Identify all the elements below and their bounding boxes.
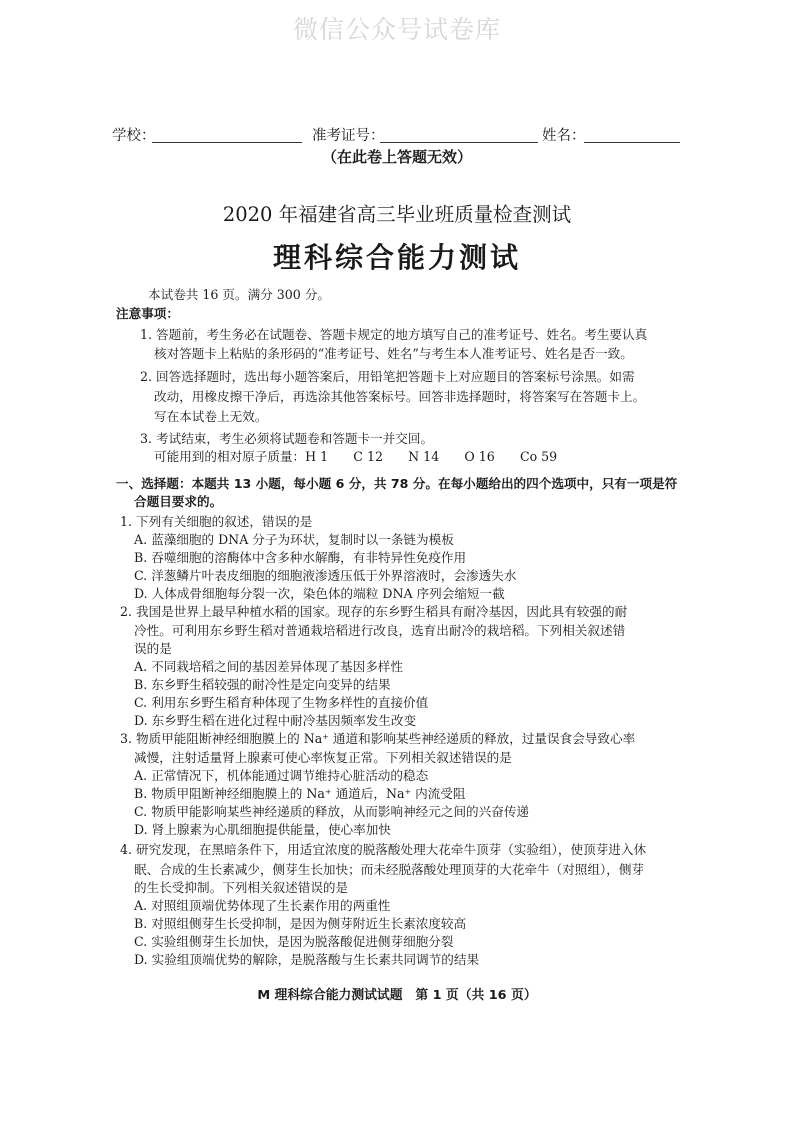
question-2-stem-line-2: 冷性。可利用东乡野生稻对普通栽培稻进行改良，选育出耐冷的栽培稻。下列相关叙述错 — [134, 623, 626, 638]
name-label: 姓名： — [542, 128, 586, 144]
invalid-answer-notice: （在此卷上答题无效） — [321, 148, 472, 166]
note-2-line-3: 写在本试卷上无效。 — [154, 409, 268, 424]
exam-title: 2020 年福建省高三毕业班质量检查测试 — [222, 203, 572, 226]
note-2-line-2: 改动，用橡皮擦干净后，再选涂其他答案标号。回答非选择题时，将答案写在答题卡上。 — [154, 389, 646, 404]
question-2-stem-line-1: 2. 我国是世界上最早种植水稻的国家。现存的东乡野生稻具有耐冷基因，因此具有较强的耐 — [120, 604, 628, 619]
question-4-stem-line-2: 眠、合成的生长素减少，侧芽生长加快；而未经脱落酸处理顶芽的大花牵牛（对照组），侧芽 — [134, 862, 645, 877]
question-2-option-b: B. 东乡野生稻较强的耐冷性是定向变异的结果 — [134, 677, 391, 692]
notes-heading: 注意事项： — [116, 306, 179, 321]
question-3-option-d: D. 肾上腺素为心肌细胞提供能量，使心率加快 — [134, 822, 391, 837]
question-3-option-a: A. 正常情况下，机体能通过调节维持心脏活动的稳态 — [134, 768, 429, 783]
note-1-line-2: 核对答题卡上粘贴的条形码的“准考证号、姓名”与考生本人准考证号、姓名是否一致。 — [154, 346, 633, 361]
question-1-option-d: D. 人体成骨细胞每分裂一次，染色体的端粒 DNA 序列会缩短一截 — [134, 586, 505, 601]
main-title: 理科综合能力测试 — [272, 241, 521, 274]
question-4-option-b: B. 对照组侧芽生长受抑制，是因为侧芽附近生长素浓度较高 — [134, 916, 467, 931]
watermark: 微信公众号试卷库 — [292, 15, 501, 44]
question-1-option-a: A. 蓝藻细胞的 DNA 分子为环状，复制时以一条链为模板 — [134, 532, 454, 547]
ticket-number-blank — [380, 142, 538, 143]
question-1-option-c: C. 洋葱鳞片叶表皮细胞的细胞液渗透压低于外界溶液时，会渗透失水 — [134, 568, 517, 583]
note-3: 3. 考试结束，考生必须将试题卷和答题卡一并交回。 — [140, 431, 434, 446]
page-footer: M 理科综合能力测试试题 第 1 页（共 16 页） — [257, 988, 537, 1003]
school-blank — [152, 142, 302, 143]
question-2-option-a: A. 不同栽培稻之间的基因差异体现了基因多样性 — [134, 659, 403, 674]
section-heading-line-1: 一、选择题：本题共 13 小题，每小题 6 分，共 78 分。在每小题给出的四个选项中，只有一项是符 — [116, 476, 678, 491]
note-1-line-1: 1. 答题前，考生务必在试题卷、答题卡规定的地方填写自己的准考证号、姓名。考生要认真 — [140, 327, 648, 342]
question-1-stem: 1. 下列有关细胞的叙述，错误的是 — [120, 514, 313, 529]
question-4-stem-line-3: 的生长受抑制。下列相关叙述错误的是 — [134, 880, 349, 895]
question-2-option-d: D. 东乡野生稻在进化过程中耐冷基因频率发生改变 — [134, 713, 417, 728]
question-2-option-c: C. 利用东乡野生稻育种体现了生物多样性的直接价值 — [134, 695, 429, 710]
question-4-stem-line-1: 4. 研究发现，在黑暗条件下，用适宜浓度的脱落酸处理大花牵牛顶芽（实验组），使顶芽进入休 — [120, 842, 647, 857]
question-4-option-d: D. 实验组顶端优势的解除，是脱落酸与生长素共同调节的结果 — [134, 952, 480, 967]
atomic-masses: 可能用到的相对原子质量：H 1 C 12 N 14 O 16 Co 59 — [154, 449, 558, 464]
question-2-stem-line-3: 误的是 — [134, 641, 172, 656]
intro-text: 本试卷共 16 页。满分 300 分。 — [148, 287, 331, 302]
question-3-option-b: B. 物质甲阻断神经细胞膜上的 Na⁺ 通道后，Na⁺ 内流受阻 — [134, 786, 466, 801]
question-3-stem-line-2: 减慢，注射适量肾上腺素可使心率恢复正常。下列相关叙述错误的是 — [134, 750, 512, 765]
question-3-stem-line-1: 3. 物质甲能阻断神经细胞膜上的 Na⁺ 通道和影响某些神经递质的释放，过量误食会导致心率 — [120, 731, 636, 746]
ticket-number-label: 准考证号： — [312, 128, 385, 144]
question-1-option-b: B. 吞噬细胞的溶酶体中含多种水解酶，有非特异性免疫作用 — [134, 550, 467, 565]
note-2-line-1: 2. 回答选择题时，选出每小题答案后，用铅笔把答题卡上对应题目的答案标号涂黑。如需 — [140, 369, 635, 384]
school-label: 学校： — [112, 128, 156, 144]
section-heading-line-2: 合题目要求的。 — [134, 494, 223, 509]
question-4-option-a: A. 对照组顶端优势体现了生长素作用的两重性 — [134, 898, 391, 913]
question-4-option-c: C. 实验组侧芽生长加快，是因为脱落酸促进侧芽细胞分裂 — [134, 934, 454, 949]
name-blank — [584, 142, 680, 143]
question-3-option-c: C. 物质甲能影响某些神经递质的释放，从而影响神经元之间的兴奋传递 — [134, 804, 530, 819]
candidate-info-row — [112, 124, 682, 146]
